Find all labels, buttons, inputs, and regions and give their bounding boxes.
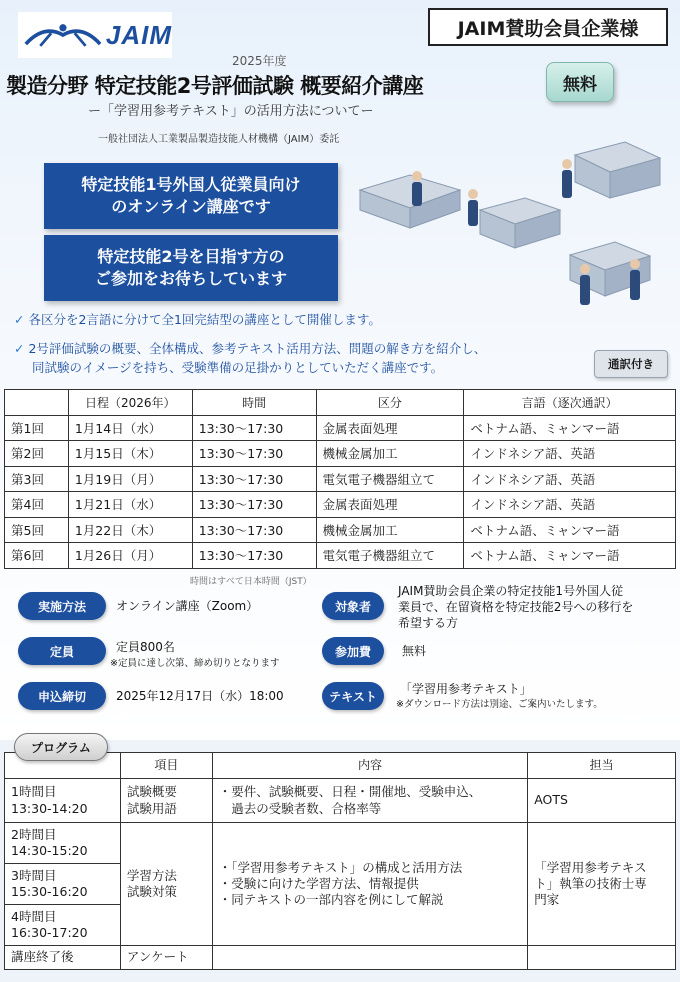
content-line: ・同テキストの一部内容を例にして解説: [218, 892, 444, 908]
content-line: ・「学習用参考テキスト」の構成と活用方法: [218, 859, 463, 875]
column-header: 内容: [212, 753, 527, 779]
target-line: JAIM賛助会員企業の特定技能1号外国人従: [398, 584, 624, 598]
program-owner: [528, 946, 676, 970]
banner-line: 特定技能2号を目指す方の: [97, 247, 285, 267]
session-date: 1月26日（月）: [68, 543, 192, 569]
program-content: [212, 946, 527, 970]
jaim-logo: [18, 12, 172, 58]
capacity-note: ※定員に達し次第、締め切りとなります: [110, 658, 280, 669]
session-date: 1月19日（月）: [68, 466, 192, 492]
schedule-table: [4, 389, 676, 569]
period-label: 3時間目: [11, 867, 57, 883]
check-text: 同試験のイメージを持ち、受験準備の足掛かりとしていただく講座です。: [32, 360, 444, 375]
session-category: 機械金属加工: [316, 441, 464, 467]
column-header: 時間: [192, 390, 316, 416]
interpretation-badge: 通訳付き: [594, 350, 668, 378]
banner-line: 特定技能1号外国人従業員向け: [81, 175, 301, 195]
owner-line: 「学習用参考テキス: [534, 859, 647, 875]
period-label: 2時間目: [11, 826, 57, 842]
table-row: [5, 466, 676, 492]
session-time: 13:30～17:30: [192, 466, 316, 492]
content-line: ・受験に向けた学習方法、情報提供: [218, 875, 419, 891]
column-header: 区分: [316, 390, 464, 416]
period-time: [5, 864, 121, 905]
logo-mark-icon: [24, 19, 102, 51]
session-time: 13:30～17:30: [192, 441, 316, 467]
session-number: 第3回: [5, 466, 69, 492]
item-line: 学習方法: [126, 867, 177, 883]
column-header: 言語（逐次通訳）: [464, 390, 676, 416]
check-text: 各区分を2言語に分けて全1回完結型の講座として開催します。: [28, 312, 381, 327]
period-hours: 13:30-14:20: [11, 800, 88, 816]
session-time: 13:30～17:30: [192, 517, 316, 543]
session-category: 機械金属加工: [316, 517, 464, 543]
session-language: ベトナム語、ミャンマー語: [464, 415, 676, 441]
session-date: 1月22日（木）: [68, 517, 192, 543]
period-time: [5, 905, 121, 946]
target-line: 業員で、在留資格を特定技能2号への移行を: [398, 600, 634, 615]
method-value: オンライン講座（Zoom）: [116, 599, 259, 613]
text-value: 「学習用参考テキスト」: [400, 682, 532, 696]
banner-line: ご参加をお待ちしています: [94, 269, 287, 288]
session-number: 第4回: [5, 492, 69, 518]
timezone-note: 時間はすべて日本時間（JST）: [190, 577, 312, 587]
program-table: [4, 752, 676, 970]
deadline-value: 2025年12月17日（水）18:00: [116, 689, 284, 703]
capacity-label: 定員: [18, 637, 106, 665]
session-time: 13:30～17:30: [192, 415, 316, 441]
table-row: [5, 543, 676, 569]
banner-invitation: [44, 235, 338, 301]
deadline-label: 申込締切: [18, 682, 106, 710]
session-date: 1月21日（水）: [68, 492, 192, 518]
owner-line: ト」執筆の技術士専: [534, 875, 647, 891]
session-date: 1月14日（水）: [68, 415, 192, 441]
session-number: 第5回: [5, 517, 69, 543]
column-header: 項目: [120, 753, 212, 779]
page-title: 製造分野 特定技能2号評価試験 概要紹介講座: [6, 74, 424, 98]
program-content: [212, 823, 527, 946]
session-category: 金属表面処理: [316, 492, 464, 518]
free-badge: 無料: [546, 62, 614, 102]
period-hours: 14:30-15:20: [11, 843, 88, 858]
session-date: 1月15日（木）: [68, 441, 192, 467]
feature-check: [14, 311, 381, 330]
table-row: [5, 823, 676, 864]
session-category: 金属表面処理: [316, 415, 464, 441]
program-content: [212, 779, 527, 823]
period-time: 講座終了後: [5, 946, 121, 970]
table-header-row: [5, 753, 676, 779]
banner-line: のオンライン講座です: [111, 197, 271, 216]
period-hours: 16:30-17:20: [11, 925, 88, 940]
session-number: 第6回: [5, 543, 69, 569]
program-owner: [528, 823, 676, 946]
content-line: 過去の受験者数、合格率等: [218, 800, 382, 816]
period-label: 4時間目: [11, 908, 57, 924]
session-language: インドネシア語、英語: [464, 492, 676, 518]
capacity-value: 定員800名: [116, 640, 175, 654]
session-category: 電気電子機器組立て: [316, 466, 464, 492]
session-language: インドネシア語、英語: [464, 466, 676, 492]
check-icon: ✓: [14, 341, 25, 356]
logo-text: JAIM: [105, 19, 172, 50]
column-header: 日程（2026年）: [68, 390, 192, 416]
check-icon: ✓: [14, 312, 25, 327]
period-label: 1時間目: [11, 784, 57, 800]
session-number: 第1回: [5, 415, 69, 441]
page-subtitle: ー「学習用参考テキスト」の活用方法についてー: [88, 104, 374, 119]
fee-label: 参加費: [322, 637, 384, 665]
item-line: 試験概要: [126, 784, 177, 800]
session-number: 第2回: [5, 441, 69, 467]
banner-online-course: [44, 163, 338, 229]
sponsor-label: JAIM賛助会員企業様: [428, 8, 668, 46]
feature-check: [14, 340, 486, 359]
period-time: [5, 779, 121, 823]
target-value: [398, 583, 633, 632]
session-language: ベトナム語、ミャンマー語: [464, 517, 676, 543]
text-label: テキスト: [322, 682, 384, 710]
program-item: [120, 779, 212, 823]
program-label: プログラム: [14, 733, 108, 761]
table-row: [5, 492, 676, 518]
text-note: ※ダウンロード方法は別途、ご案内いたします。: [396, 699, 603, 710]
period-hours: 15:30-16:20: [11, 884, 88, 899]
fee-value: 無料: [402, 644, 427, 658]
session-language: インドネシア語、英語: [464, 441, 676, 467]
owner-line: 門家: [534, 892, 560, 908]
method-label: 実施方法: [18, 592, 106, 620]
target-line: 希望する方: [398, 616, 459, 631]
table-row: [5, 779, 676, 823]
table-row: [5, 415, 676, 441]
commission-note: 一般社団法人工業製品製造技能人材機構（JAIM）委託: [98, 134, 340, 145]
target-label: 対象者: [322, 592, 384, 620]
table-header-row: [5, 390, 676, 416]
factory-workers-illustration: [350, 130, 670, 325]
table-row: [5, 946, 676, 970]
program-item: [120, 823, 212, 946]
year-label: 2025年度: [232, 54, 287, 68]
session-time: 13:30～17:30: [192, 543, 316, 569]
session-time: 13:30～17:30: [192, 492, 316, 518]
column-header: 担当: [528, 753, 676, 779]
table-row: [5, 517, 676, 543]
table-row: [5, 441, 676, 467]
period-time: [5, 823, 121, 864]
session-language: ベトナム語、ミャンマー語: [464, 543, 676, 569]
content-line: ・要件、試験概要、日程・開催地、受験申込、: [218, 784, 482, 800]
check-text: 2号評価試験の概要、全体構成、参考テキスト活用方法、問題の解き方を紹介し、: [28, 341, 487, 356]
column-header: [5, 390, 69, 416]
program-owner: AOTS: [528, 779, 676, 823]
feature-check-continued: [32, 359, 443, 378]
item-line: 試験用語: [126, 800, 177, 816]
session-category: 電気電子機器組立て: [316, 543, 464, 569]
program-item: アンケート: [120, 946, 212, 970]
item-line: 試験対策: [126, 884, 177, 899]
